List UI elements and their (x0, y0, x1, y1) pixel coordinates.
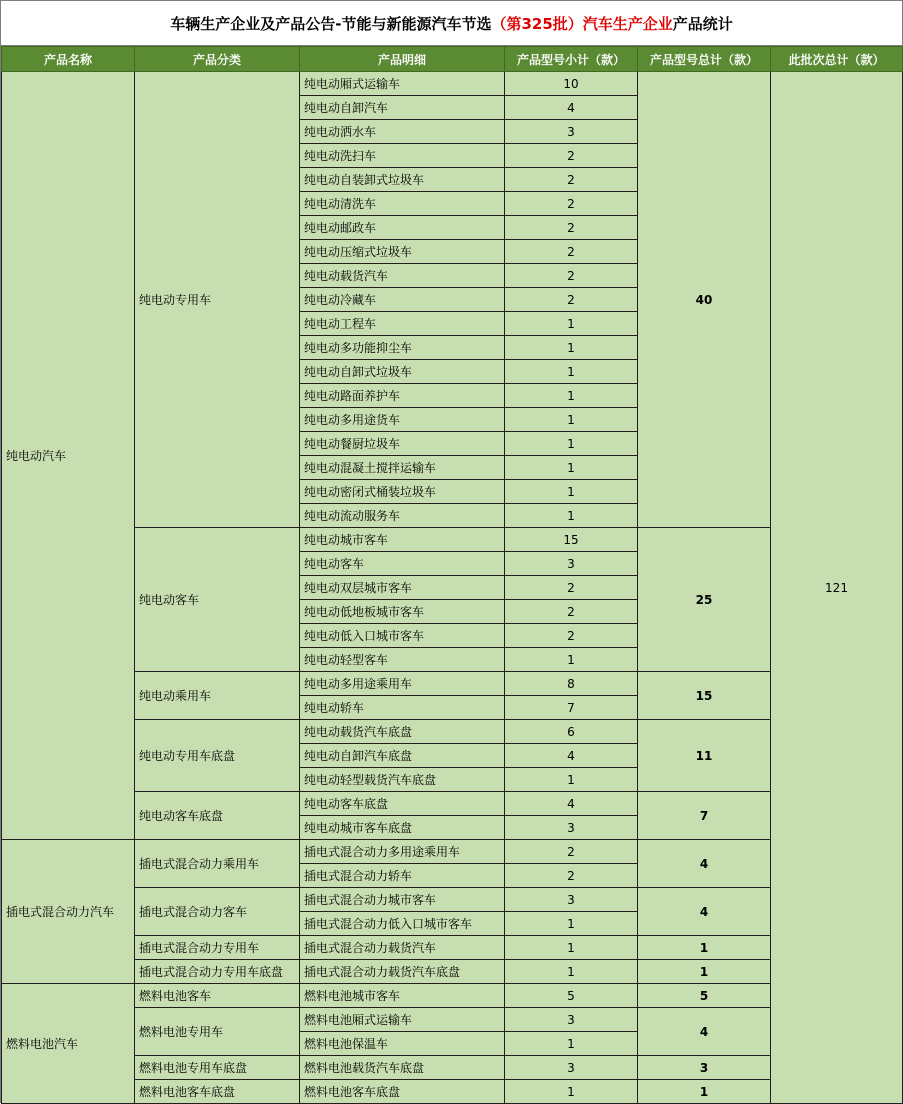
total-cell[interactable]: 3 (638, 1056, 771, 1080)
detail-cell[interactable]: 纯电动自装卸式垃圾车 (300, 168, 505, 192)
table-row (2, 1056, 903, 1080)
category-cell[interactable]: 纯电动客车底盘 (135, 792, 300, 840)
detail-cell[interactable]: 纯电动轻型载货汽车底盘 (300, 768, 505, 792)
category-cell[interactable]: 插电式混合动力乘用车 (135, 840, 300, 888)
table-row (2, 936, 903, 960)
product-name-cell[interactable]: 纯电动汽车 (2, 72, 135, 840)
col-header-product-name[interactable]: 产品名称 (2, 47, 135, 72)
subtotal-cell[interactable]: 1 (505, 312, 638, 336)
subtotal-cell[interactable]: 1 (505, 960, 638, 984)
subtotal-cell[interactable]: 3 (505, 816, 638, 840)
subtotal-cell[interactable]: 1 (505, 432, 638, 456)
col-header-subtotal[interactable]: 产品型号小计（款） (505, 47, 638, 72)
category-cell[interactable]: 纯电动客车 (135, 528, 300, 672)
subtotal-cell[interactable]: 10 (505, 72, 638, 96)
col-header-category[interactable]: 产品分类 (135, 47, 300, 72)
detail-cell[interactable]: 插电式混合动力载货汽车 (300, 936, 505, 960)
table-row (2, 792, 903, 816)
category-cell[interactable]: 燃料电池客车 (135, 984, 300, 1008)
subtotal-cell[interactable]: 1 (505, 480, 638, 504)
subtotal-cell[interactable]: 1 (505, 1080, 638, 1104)
subtotal-cell[interactable]: 2 (505, 264, 638, 288)
subtotal-cell[interactable]: 2 (505, 840, 638, 864)
category-cell[interactable]: 燃料电池专用车 (135, 1008, 300, 1056)
subtotal-cell[interactable]: 1 (505, 336, 638, 360)
total-cell[interactable]: 1 (638, 936, 771, 960)
subtotal-cell[interactable]: 7 (505, 696, 638, 720)
subtotal-cell[interactable]: 2 (505, 168, 638, 192)
batch-total-cell[interactable]: 121 (771, 72, 903, 1104)
table-row (2, 720, 903, 744)
table-row (2, 72, 903, 96)
subtotal-cell[interactable]: 4 (505, 96, 638, 120)
detail-cell[interactable]: 插电式混合动力载货汽车底盘 (300, 960, 505, 984)
detail-cell[interactable]: 纯电动厢式运输车 (300, 72, 505, 96)
detail-cell[interactable]: 纯电动餐厨垃圾车 (300, 432, 505, 456)
table-row (2, 672, 903, 696)
table-row (2, 1080, 903, 1104)
stats-table (1, 46, 903, 1104)
subtotal-cell[interactable]: 2 (505, 192, 638, 216)
subtotal-cell[interactable]: 2 (505, 216, 638, 240)
detail-cell[interactable]: 纯电动路面养护车 (300, 384, 505, 408)
total-cell[interactable]: 4 (638, 888, 771, 936)
detail-cell[interactable]: 纯电动自卸汽车底盘 (300, 744, 505, 768)
table-row (2, 888, 903, 912)
table-body (2, 72, 903, 1104)
subtotal-cell[interactable]: 1 (505, 1032, 638, 1056)
sheet-title (1, 1, 902, 46)
subtotal-cell[interactable]: 1 (505, 456, 638, 480)
category-cell[interactable]: 燃料电池专用车底盘 (135, 1056, 300, 1080)
detail-cell[interactable]: 插电式混合动力多用途乘用车 (300, 840, 505, 864)
total-cell[interactable]: 4 (638, 840, 771, 888)
total-cell[interactable]: 1 (638, 1080, 771, 1104)
detail-cell[interactable]: 纯电动邮政车 (300, 216, 505, 240)
subtotal-cell[interactable]: 3 (505, 1056, 638, 1080)
subtotal-cell[interactable]: 8 (505, 672, 638, 696)
total-cell[interactable]: 5 (638, 984, 771, 1008)
category-cell[interactable]: 插电式混合动力专用车 (135, 936, 300, 960)
detail-cell[interactable]: 燃料电池城市客车 (300, 984, 505, 1008)
subtotal-cell[interactable]: 3 (505, 120, 638, 144)
total-cell[interactable]: 4 (638, 1008, 771, 1056)
subtotal-cell[interactable]: 1 (505, 504, 638, 528)
detail-cell[interactable]: 燃料电池保温车 (300, 1032, 505, 1056)
col-header-batch-total[interactable]: 此批次总计（款） (771, 47, 903, 72)
total-cell[interactable]: 1 (638, 960, 771, 984)
subtotal-cell[interactable]: 2 (505, 600, 638, 624)
detail-cell[interactable]: 插电式混合动力轿车 (300, 864, 505, 888)
detail-cell[interactable]: 纯电动客车底盘 (300, 792, 505, 816)
subtotal-cell[interactable]: 1 (505, 936, 638, 960)
table-row (2, 840, 903, 864)
detail-cell[interactable]: 纯电动多功能抑尘车 (300, 336, 505, 360)
subtotal-cell[interactable]: 4 (505, 744, 638, 768)
category-cell[interactable]: 纯电动乘用车 (135, 672, 300, 720)
detail-cell[interactable]: 纯电动自卸汽车 (300, 96, 505, 120)
detail-cell[interactable]: 插电式混合动力城市客车 (300, 888, 505, 912)
subtotal-cell[interactable]: 6 (505, 720, 638, 744)
category-cell[interactable]: 插电式混合动力客车 (135, 888, 300, 936)
subtotal-cell[interactable]: 1 (505, 384, 638, 408)
detail-cell[interactable]: 纯电动城市客车 (300, 528, 505, 552)
subtotal-cell[interactable]: 4 (505, 792, 638, 816)
detail-cell[interactable]: 纯电动双层城市客车 (300, 576, 505, 600)
subtotal-cell[interactable]: 1 (505, 912, 638, 936)
detail-cell[interactable]: 纯电动客车 (300, 552, 505, 576)
table-row (2, 960, 903, 984)
subtotal-cell[interactable]: 5 (505, 984, 638, 1008)
subtotal-cell[interactable]: 3 (505, 888, 638, 912)
title-part-3: 产品统计 (672, 14, 733, 33)
subtotal-cell[interactable]: 2 (505, 240, 638, 264)
category-cell[interactable]: 纯电动专用车底盘 (135, 720, 300, 792)
subtotal-cell[interactable]: 1 (505, 408, 638, 432)
subtotal-cell[interactable]: 3 (505, 1008, 638, 1032)
detail-cell[interactable]: 纯电动低地板城市客车 (300, 600, 505, 624)
subtotal-cell[interactable]: 1 (505, 768, 638, 792)
header-row (2, 47, 903, 72)
detail-cell[interactable]: 纯电动载货汽车 (300, 264, 505, 288)
total-cell[interactable]: 11 (638, 720, 771, 792)
detail-cell[interactable]: 纯电动载货汽车底盘 (300, 720, 505, 744)
total-cell[interactable]: 25 (638, 528, 771, 672)
table-row (2, 528, 903, 552)
detail-cell[interactable]: 燃料电池客车底盘 (300, 1080, 505, 1104)
detail-cell[interactable]: 纯电动混凝土搅拌运输车 (300, 456, 505, 480)
detail-cell[interactable]: 纯电动压缩式垃圾车 (300, 240, 505, 264)
table-row (2, 984, 903, 1008)
detail-cell[interactable]: 纯电动密闭式桶装垃圾车 (300, 480, 505, 504)
detail-cell[interactable]: 纯电动轿车 (300, 696, 505, 720)
subtotal-cell[interactable]: 2 (505, 576, 638, 600)
subtotal-cell[interactable]: 1 (505, 648, 638, 672)
detail-cell[interactable]: 纯电动冷藏车 (300, 288, 505, 312)
title-part-2: （第325批）汽车生产企业 (491, 14, 673, 33)
total-cell[interactable]: 7 (638, 792, 771, 840)
subtotal-cell[interactable]: 2 (505, 144, 638, 168)
detail-cell[interactable]: 纯电动洗扫车 (300, 144, 505, 168)
detail-cell[interactable]: 纯电动低入口城市客车 (300, 624, 505, 648)
detail-cell[interactable]: 纯电动多用途货车 (300, 408, 505, 432)
category-cell[interactable]: 燃料电池客车底盘 (135, 1080, 300, 1104)
title-part-1: 车辆生产企业及产品公告-节能与新能源汽车节选 (170, 14, 492, 33)
detail-cell[interactable]: 纯电动轻型客车 (300, 648, 505, 672)
category-cell[interactable]: 插电式混合动力专用车底盘 (135, 960, 300, 984)
detail-cell[interactable]: 纯电动多用途乘用车 (300, 672, 505, 696)
detail-cell[interactable]: 燃料电池载货汽车底盘 (300, 1056, 505, 1080)
table-row (2, 1008, 903, 1032)
subtotal-cell[interactable]: 15 (505, 528, 638, 552)
subtotal-cell[interactable]: 3 (505, 552, 638, 576)
detail-cell[interactable]: 纯电动流动服务车 (300, 504, 505, 528)
category-cell[interactable]: 纯电动专用车 (135, 72, 300, 528)
col-header-total[interactable]: 产品型号总计（款） (638, 47, 771, 72)
detail-cell[interactable]: 纯电动城市客车底盘 (300, 816, 505, 840)
detail-cell[interactable]: 纯电动洒水车 (300, 120, 505, 144)
total-cell[interactable]: 15 (638, 672, 771, 720)
detail-cell[interactable]: 纯电动自卸式垃圾车 (300, 360, 505, 384)
product-name-cell[interactable]: 插电式混合动力汽车 (2, 840, 135, 984)
detail-cell[interactable]: 插电式混合动力低入口城市客车 (300, 912, 505, 936)
subtotal-cell[interactable]: 2 (505, 864, 638, 888)
total-cell[interactable]: 40 (638, 72, 771, 528)
subtotal-cell[interactable]: 1 (505, 360, 638, 384)
product-name-cell[interactable]: 燃料电池汽车 (2, 984, 135, 1104)
subtotal-cell[interactable]: 2 (505, 624, 638, 648)
detail-cell[interactable]: 燃料电池厢式运输车 (300, 1008, 505, 1032)
detail-cell[interactable]: 纯电动工程车 (300, 312, 505, 336)
subtotal-cell[interactable]: 2 (505, 288, 638, 312)
col-header-detail[interactable]: 产品明细 (300, 47, 505, 72)
detail-cell[interactable]: 纯电动清洗车 (300, 192, 505, 216)
